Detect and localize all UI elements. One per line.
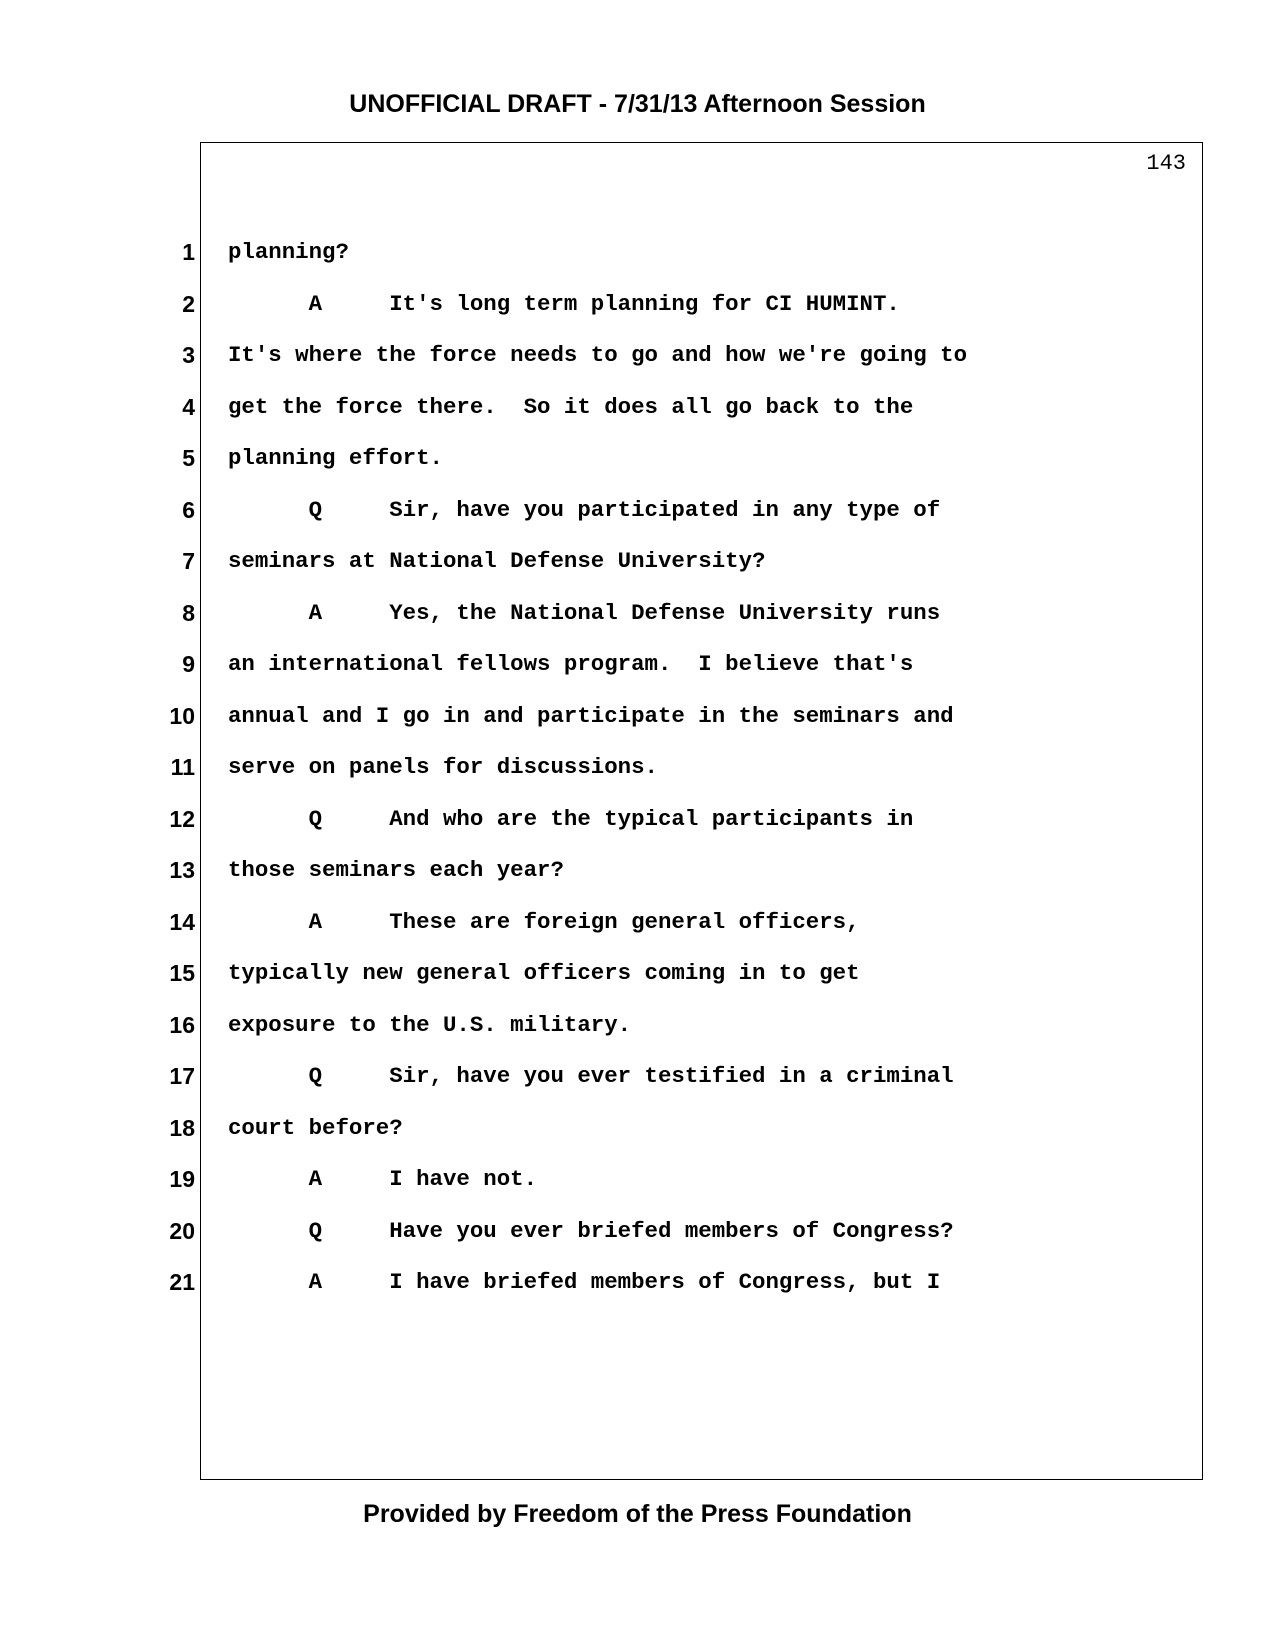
- line-number: 3: [182, 342, 195, 368]
- transcript-line: [0, 701, 1275, 731]
- line-number: 8: [182, 600, 195, 626]
- line-number: 12: [169, 806, 195, 832]
- line-text: Q Sir, have you ever testified in a criminal: [228, 1063, 954, 1089]
- line-number: 4: [182, 394, 195, 420]
- transcript-line: [0, 907, 1275, 937]
- line-text: planning effort.: [228, 445, 443, 471]
- line-text: It's where the force needs to go and how we're going to: [228, 342, 968, 368]
- line-text: Q Have you ever briefed members of Congress?: [228, 1218, 954, 1244]
- line-number: 14: [169, 909, 195, 935]
- line-number: 2: [182, 291, 195, 317]
- transcript-line: [0, 443, 1275, 473]
- line-number: 11: [170, 754, 195, 780]
- transcript-line: [0, 1113, 1275, 1143]
- transcript-line: [0, 649, 1275, 679]
- line-number: 5: [182, 445, 195, 471]
- line-number: 1: [182, 239, 195, 265]
- line-number: 16: [169, 1012, 195, 1038]
- line-number: 7: [182, 548, 195, 574]
- line-text: planning?: [228, 239, 349, 265]
- line-number: 15: [169, 960, 195, 986]
- line-number: 19: [169, 1166, 195, 1192]
- line-number: 18: [169, 1115, 195, 1141]
- transcript-line: [0, 958, 1275, 988]
- line-text: Q Sir, have you participated in any type of: [228, 497, 941, 523]
- line-text: A I have not.: [228, 1166, 538, 1192]
- transcript-line: [0, 1010, 1275, 1040]
- transcript-line: [0, 1164, 1275, 1194]
- line-number: 9: [182, 651, 195, 677]
- line-text: serve on panels for discussions.: [228, 754, 658, 780]
- line-text: A It's long term planning for CI HUMINT.: [228, 291, 900, 317]
- line-text: court before?: [228, 1115, 403, 1141]
- transcript-line: [0, 855, 1275, 885]
- page-number: 143: [1146, 151, 1186, 176]
- transcript-line: [0, 546, 1275, 576]
- transcript-line: [0, 1267, 1275, 1297]
- transcript-line: [0, 495, 1275, 525]
- transcript-line: [0, 289, 1275, 319]
- transcript-line: [0, 237, 1275, 267]
- line-number: 20: [169, 1218, 195, 1244]
- line-number: 17: [169, 1063, 195, 1089]
- transcript-line: [0, 340, 1275, 370]
- transcript-line: [0, 1216, 1275, 1246]
- line-text: an international fellows program. I believe that's: [228, 651, 914, 677]
- line-number: 6: [182, 497, 195, 523]
- document-footer: Provided by Freedom of the Press Foundation: [363, 1500, 912, 1528]
- transcript-line: [0, 752, 1275, 782]
- line-number: 10: [169, 703, 195, 729]
- transcript-line: [0, 392, 1275, 422]
- line-text: exposure to the U.S. military.: [228, 1012, 632, 1038]
- transcript-line: [0, 598, 1275, 628]
- line-text: A I have briefed members of Congress, but I: [228, 1269, 941, 1295]
- transcript-line: [0, 1061, 1275, 1091]
- transcript-line: [0, 804, 1275, 834]
- line-text: typically new general officers coming in to get: [228, 960, 860, 986]
- line-text: get the force there. So it does all go back to the: [228, 394, 914, 420]
- line-text: Q And who are the typical participants in: [228, 806, 914, 832]
- line-text: seminars at National Defense University?: [228, 548, 766, 574]
- line-text: those seminars each year?: [228, 857, 564, 883]
- line-text: annual and I go in and participate in the seminars and: [228, 703, 954, 729]
- line-text: A These are foreign general officers,: [228, 909, 860, 935]
- line-text: A Yes, the National Defense University runs: [228, 600, 941, 626]
- document-header: UNOFFICIAL DRAFT - 7/31/13 Afternoon Session: [349, 90, 926, 118]
- line-number: 21: [169, 1269, 195, 1295]
- line-number: 13: [169, 857, 195, 883]
